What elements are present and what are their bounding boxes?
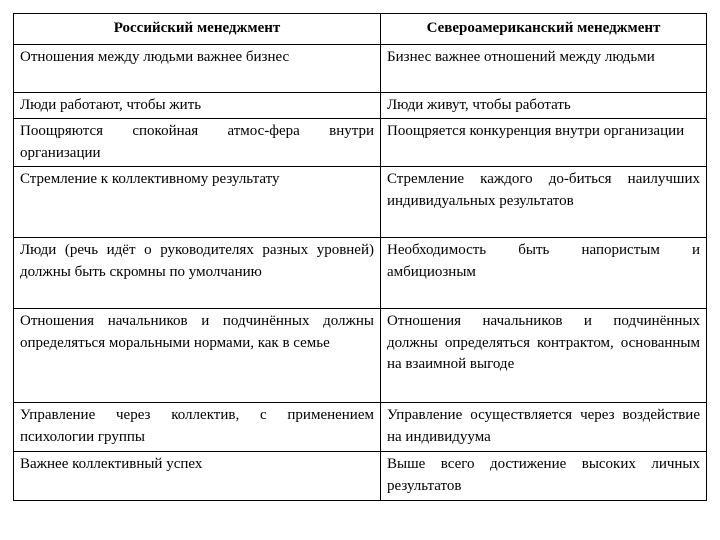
table-row — [14, 403, 707, 452]
table-row — [14, 93, 707, 119]
russian-cell: Люди (речь идёт о руководителях разных уровней) должны быть скромны по умолчанию — [14, 238, 381, 309]
table-row — [14, 167, 707, 238]
russian-cell: Управление через коллектив, с применением психологии группы — [14, 403, 381, 452]
table-row — [14, 119, 707, 167]
russian-cell: Люди работают, чтобы жить — [14, 93, 381, 119]
russian-cell: Стремление к коллективному результату — [14, 167, 381, 238]
table-row — [14, 45, 707, 93]
table-row — [14, 452, 707, 501]
table-row — [14, 309, 707, 403]
header-north-american-management: Североамериканский менеджмент — [381, 14, 707, 45]
american-cell: Отношения начальников и подчинённых должны определяться контрактом, основанным на взаимной выгоде — [381, 309, 707, 403]
russian-cell: Важнее коллективный успех — [14, 452, 381, 501]
russian-cell: Отношения начальников и подчинённых должны определяться моральными нормами, как в семье — [14, 309, 381, 403]
comparison-table — [13, 13, 707, 501]
table-row — [14, 238, 707, 309]
header-row — [14, 14, 707, 45]
american-cell: Поощряется конкуренция внутри организации — [381, 119, 707, 167]
russian-cell: Отношения между людьми важнее бизнес — [14, 45, 381, 93]
american-cell: Выше всего достижение высоких личных результатов — [381, 452, 707, 501]
american-cell: Необходимость быть напористым и амбициозным — [381, 238, 707, 309]
american-cell: Управление осуществляется через воздействие на индивидуума — [381, 403, 707, 452]
header-russian-management: Российский менеджмент — [14, 14, 381, 45]
american-cell: Люди живут, чтобы работать — [381, 93, 707, 119]
american-cell: Бизнес важнее отношений между людьми — [381, 45, 707, 93]
american-cell: Стремление каждого до-биться наилучших индивидуальных результатов — [381, 167, 707, 238]
russian-cell: Поощряются спокойная атмос-фера внутри организации — [14, 119, 381, 167]
